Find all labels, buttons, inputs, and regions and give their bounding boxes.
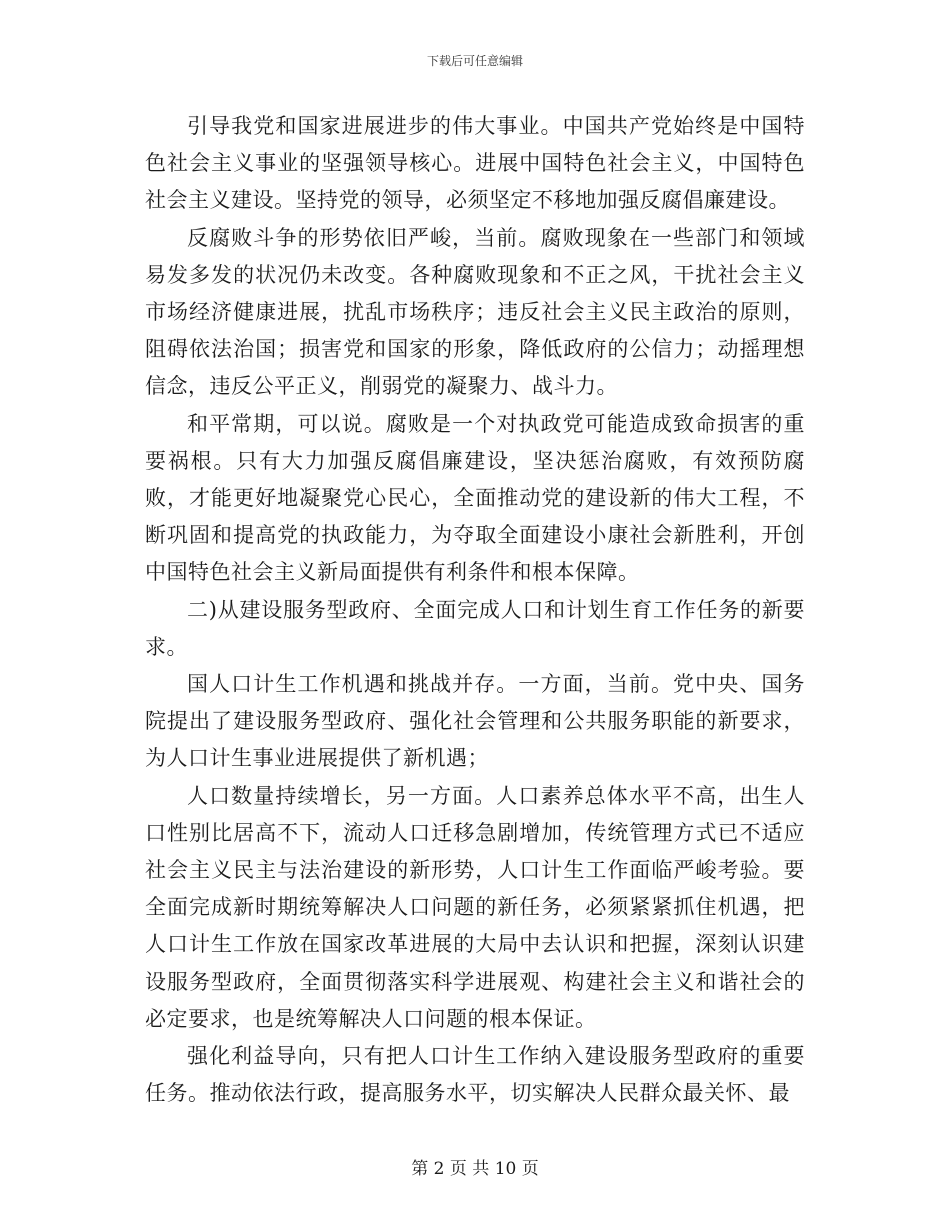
- paragraph: 引导我党和国家进展进步的伟大事业。中国共产党始终是中国特色社会主义事业的坚强领导核心。进展中国特色社会主义，中国特色社会主义建设。坚持党的领导，必须坚定不移地加强反腐倡廉建设。: [145, 114, 805, 213]
- paragraph: 强化利益导向，只有把人口计生工作纳入建设服务型政府的重要任务。推动依法行政，提高服务水平，切实解决人民群众最关怀、最: [145, 1044, 805, 1106]
- paragraph: 国人口计生工作机遇和挑战并存。一方面，当前。党中央、国务院提出了建设服务型政府、强化社会管理和公共服务职能的新要求，为人口计生事业进展提供了新机遇；: [145, 672, 805, 771]
- page-number-footer: 第 2 页 共 10 页: [411, 1159, 539, 1179]
- paragraph: 二)从建设服务型政府、全面完成人口和计划生育工作任务的新要求。: [145, 597, 805, 659]
- paragraph: 和平常期，可以说。腐败是一个对执政党可能造成致命损害的重要祸根。只有大力加强反腐倡廉建设，坚决惩治腐败，有效预防腐败，才能更好地凝聚党心民心，全面推动党的建设新的伟大工程，不断巩固和提高党的执政能力，为夺取全面建设小康社会新胜利，开创中国特色社会主义新局面提供有利条件和根本保障。: [145, 411, 805, 585]
- paragraph: 人口数量持续增长，另一方面。人口素养总体水平不高，出生人口性别比居高不下，流动人口迁移急剧增加，传统管理方式已不适应社会主义民主与法治建设的新形势，人口计生工作面临严峻考验。要全面完成新时期统筹解决人口问题的新任务，必须紧紧抓住机遇，把人口计生工作放在国家改革进展的大局中去认识和把握，深刻认识建设服务型政府，全面贯彻落实科学进展观、构建社会主义和谐社会的必定要求，也是统筹解决人口问题的根本保证。: [145, 783, 805, 1031]
- document-body: [145, 108, 805, 1112]
- page-header-note: 下载后可任意编辑: [426, 54, 523, 68]
- paragraph: 反腐败斗争的形势依旧严峻，当前。腐败现象在一些部门和领域易发多发的状况仍未改变。各种腐败现象和不正之风，干扰社会主义市场经济健康进展，扰乱市场秩序；违反社会主义民主政治的原则，阻碍依法治国；损害党和国家的形象，降低政府的公信力；动摇理想信念，违反公平正义，削弱党的凝聚力、战斗力。: [145, 225, 805, 399]
